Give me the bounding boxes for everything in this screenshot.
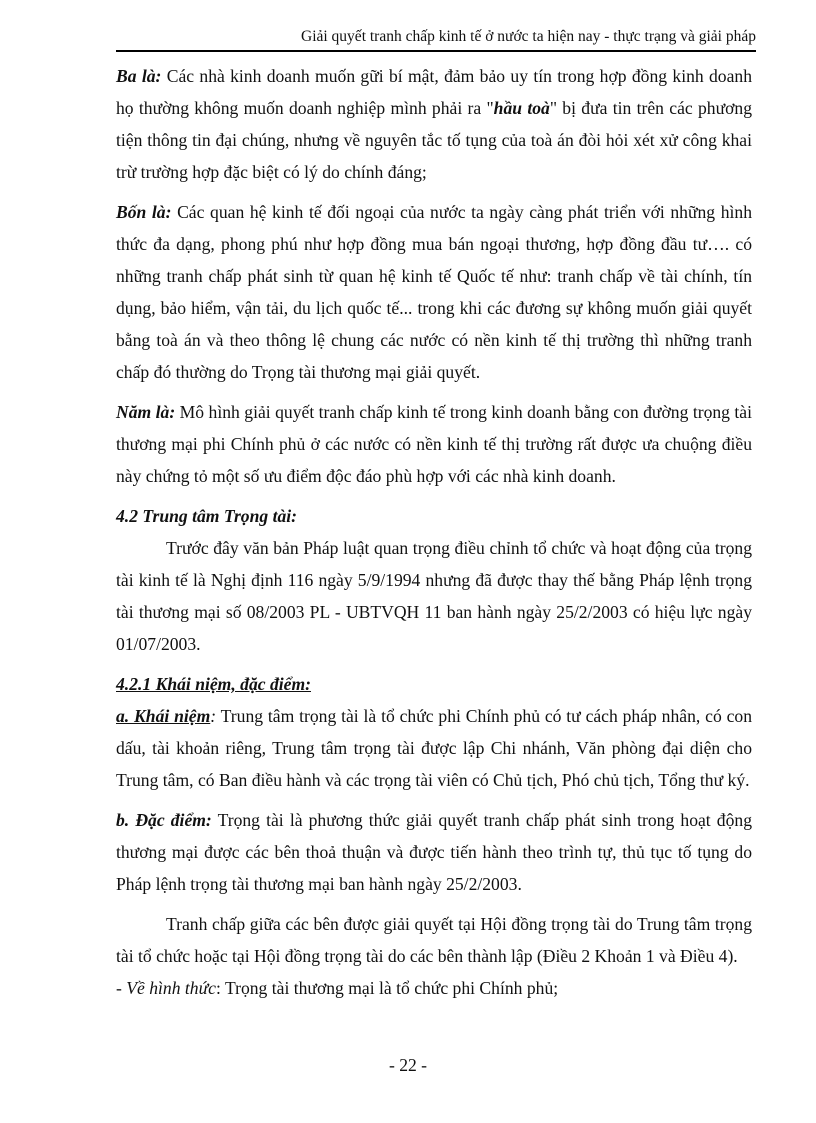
header-rule (116, 50, 756, 52)
ba-la-text-b: " bị đưa tin trên các phương tiện thông tin đại chúng, nhưng về nguyên tắc tố tụng của toà án đòi hỏi xét xử công khai trừ trường hợp đặc biệt có lý do chính đáng; (116, 98, 753, 182)
page-number: - 22 - (388, 1055, 428, 1075)
label-hinh-thuc: Về hình thức (126, 978, 216, 998)
label-nam-la: Năm là: (116, 402, 176, 422)
ba-la-text-a: Các nhà kinh doanh muốn gữi bí mật, đảm bảo uy tín trong hợp đồng kinh doanh họ thường không muốn doanh nghiệp mình phải ra " (116, 66, 752, 118)
dac-diem-text: Trọng tài là phương thức giải quyết tranh chấp phát sinh trong hoạt động thương mại được các bên thoả thuận và được tiến hành theo trình tự, thủ tục tố tụng do Pháp lệnh trọng tài thương mại ban hành ngày 25/2/2003. (116, 810, 752, 894)
page-header (116, 22, 756, 52)
paragraph-intro-4-2: Trước đây văn bản Pháp luật quan trọng điều chỉnh tổ chức và hoạt động của trọng tài kinh tế là Nghị định 116 ngày 5/9/1994 nhưng đã được thay thế bằng Pháp lệnh trọng tài thương mại số 08/2003 PL - UBTVQH 11 ban hành ngày 25/2/2003 có hiệu lực ngày 01/07/2003. (116, 538, 752, 654)
paragraph-tranh-chap: Tranh chấp giữa các bên được giải quyết tại Hội đồng trọng tài do Trung tâm trọng tài tổ chức hoặc tại Hội đồng trọng tài do các bên thành lập (Điều 2 Khoản 1 và Điều 4). (116, 914, 752, 966)
bon-la-text: Các quan hệ kinh tế đối ngoại của nước ta ngày càng phát triển với những hình thức đa dạng, phong phú như hợp đồng mua bán ngoại thương, hợp đồng đầu tư…. có những tranh chấp phát sinh từ quan hệ kinh tế Quốc tế như: tranh chấp về tài chính, tín dụng, bảo hiểm, vận tải, du lịch quốc tế... trong khi các đương sự không muốn giải quyết bằng toà án và theo thông lệ chung các nước có nền kinh tế thị trường thì những tranh chấp đó thường do Trọng tài thương mại giải quyết. (116, 202, 752, 382)
hinh-thuc-prefix: - (116, 978, 127, 998)
paragraph-bon-la (116, 196, 752, 388)
paragraph-nam-la (116, 396, 752, 492)
khai-niem-text: Trung tâm trọng tài là tổ chức phi Chính phủ có tư cách pháp nhân, có con dấu, tài khoản riêng, Trung tâm trọng tài được lập Chi nhánh, Văn phòng đại diện cho Trung tâm, có Ban điều hành và các trọng tài viên có Chủ tịch, Phó chủ tịch, Tổng thư ký. (116, 706, 752, 790)
hinh-thuc-text: : Trọng tài thương mại là tổ chức phi Chính phủ; (216, 978, 559, 998)
heading-4-2: 4.2 Trung tâm Trọng tài: (116, 506, 298, 526)
paragraph-ba-la (116, 60, 752, 188)
nam-la-text: Mô hình giải quyết tranh chấp kinh tế trong kinh doanh bằng con đường trọng tài thương mại phi Chính phủ ở các nước có nền kinh tế thị trường rất được ưa chuộng điều này chứng tỏ một số ưu điểm độc đáo phù hợp với các nhà kinh doanh. (116, 402, 752, 486)
paragraph-dac-diem (116, 804, 752, 900)
label-bon-la: Bốn là: (116, 202, 172, 222)
heading-4-2-1: 4.2.1 Khái niệm, đặc điểm: (116, 674, 311, 694)
paragraph-khai-niem (116, 700, 752, 796)
label-ba-la: Ba là: (116, 66, 162, 86)
header-title: Giải quyết tranh chấp kinh tế ở nước ta hiện nay - thực trạng và giải pháp (301, 28, 756, 45)
ba-la-emphasis: hầu toà (493, 98, 550, 118)
label-khai-niem: a. Khái niệm (116, 706, 211, 726)
label-dac-diem: b. Đặc điểm: (116, 810, 212, 830)
khai-niem-colon: : (210, 706, 217, 726)
paragraph-hinh-thuc (116, 972, 752, 1004)
document-body (116, 60, 752, 1004)
